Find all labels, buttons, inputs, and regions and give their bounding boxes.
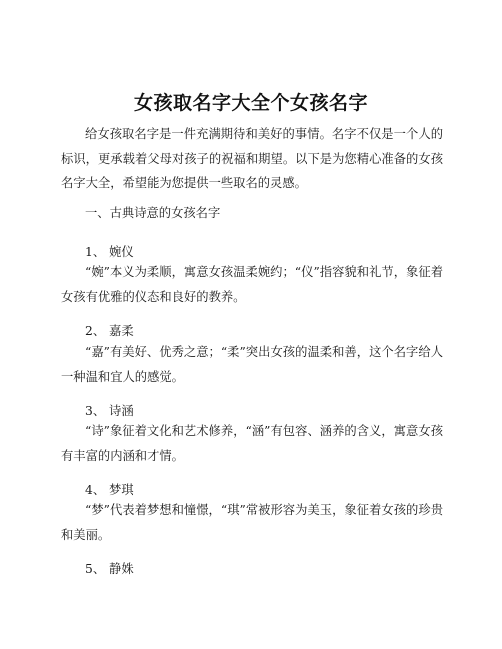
name-description-4: “梦”代表着梦想和憧憬，“琪”常被形容为美玉，象征着女孩的珍贵和美丽。	[61, 503, 443, 542]
name-description-1: “婉”本义为柔顺，寓意女孩温柔婉约；“仪”指容貌和礼节，象征着女孩有优雅的仪态和良好的教养。	[61, 265, 443, 304]
name-label-1: 1、 婉仪	[85, 245, 134, 259]
name-label-3: 3、 诗涵	[85, 404, 134, 418]
name-description-2: “嘉”有美好、优秀之意；“柔”突出女孩的温柔和善，这个名字给人一种温和宜人的感觉。	[61, 345, 443, 384]
intro-paragraph: 给女孩取名字是一件充满期待和美好的事情。名字不仅是一个人的标识，更承载着父母对孩子的祝福和期望。以下是为您精心准备的女孩名字大全，希望能为您提供一些取名的灵感。	[61, 127, 443, 190]
section-heading: 一、古典诗意的女孩名字	[85, 206, 221, 220]
name-description-3: “诗”象征着文化和艺术修养，“涵”有包容、涵养的含义，寓意女孩有丰富的内涵和才情。	[61, 424, 443, 463]
name-label-5: 5、 静姝	[85, 562, 134, 576]
name-label-2: 2、 嘉柔	[85, 324, 134, 338]
document-title: 女孩取名字大全个女孩名字	[133, 92, 368, 114]
name-label-4: 4、 梦琪	[85, 483, 134, 497]
